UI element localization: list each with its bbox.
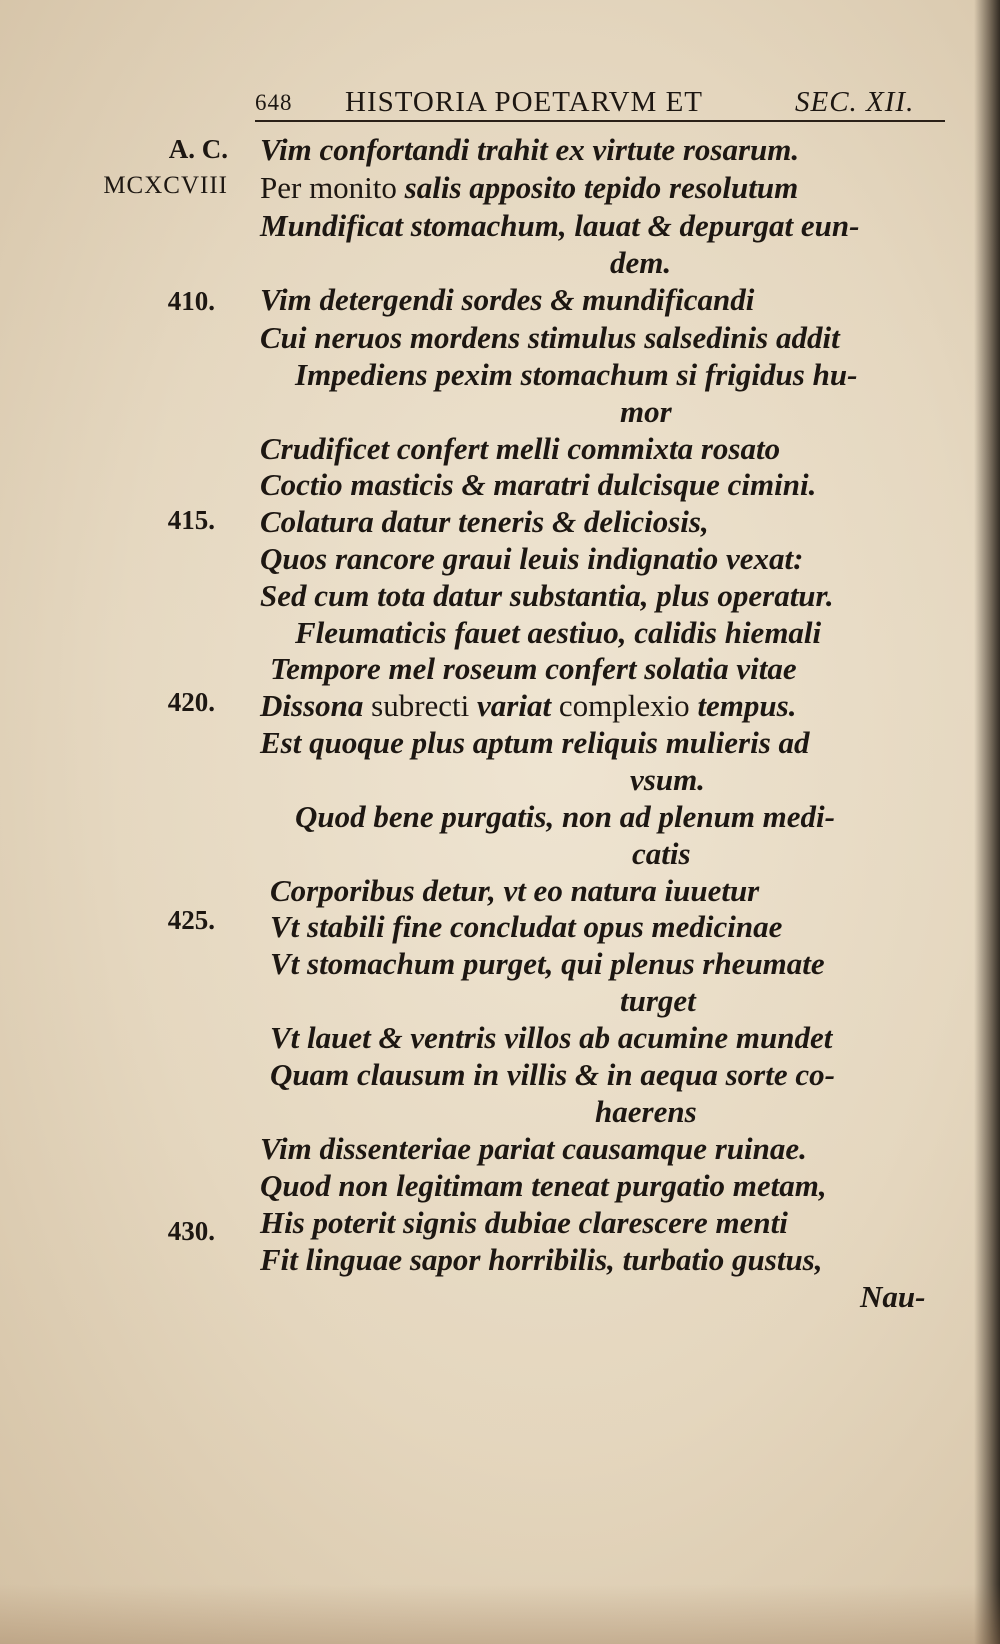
verse-line: Mundificat stomachum, lauat & depurgat eun- xyxy=(260,208,860,243)
verse-line: Sed cum tota datur substantia, plus operatur. xyxy=(260,578,834,613)
verse-line: Fit linguae sapor horribilis, turbatio gustus, xyxy=(260,1242,823,1277)
running-title: HISTORIA POETARVM ET xyxy=(345,86,704,118)
verse-continuation: haerens xyxy=(595,1094,697,1129)
verse-line: Quod non legitimam teneat purgatio metam, xyxy=(260,1168,827,1203)
section-label: SEC. XII. xyxy=(795,86,915,118)
margin-year: MCXCVIII xyxy=(103,172,228,199)
line-number-410: 410. xyxy=(167,286,215,316)
verse-line: Colatura datur teneris & deliciosis, xyxy=(260,504,709,539)
verse-line: Crudificet confert melli commixta rosato xyxy=(260,431,781,466)
verse-line: Quam clausum in villis & in aequa sorte co- xyxy=(270,1057,835,1092)
verse-text-roman: subrecti xyxy=(371,688,470,723)
verse-line: His poterit signis dubiae clarescere menti xyxy=(260,1205,788,1240)
line-number-425: 425. xyxy=(167,905,215,935)
verse-line: Corporibus detur, vt eo natura iuuetur xyxy=(270,873,760,908)
verse-line: Vim detergendi sordes & mundificandi xyxy=(260,282,755,317)
verse-text-roman: Per monito xyxy=(260,170,397,205)
verse-line: Quos rancore graui leuis indignatio vexat: xyxy=(260,541,804,576)
running-header xyxy=(255,86,955,122)
verse-text-italic: Dissona xyxy=(260,688,364,723)
verse-line: Vt lauet & ventris villos ab acumine mundet xyxy=(270,1020,833,1055)
verse-line: Quod bene purgatis, non ad plenum medi- xyxy=(295,799,835,834)
verse-text-italic: salis apposito tepido resolutum xyxy=(404,170,799,205)
header-rule xyxy=(255,120,945,122)
line-number-430: 430. xyxy=(167,1216,215,1246)
page-number: 648 xyxy=(255,90,293,115)
verse-line: Tempore mel roseum confert solatia vitae xyxy=(270,651,797,686)
verse-line: Vt stomachum purget, qui plenus rheumate xyxy=(270,946,825,981)
line-number-415: 415. xyxy=(167,505,215,535)
verse-line: Est quoque plus aptum reliquis mulieris ad xyxy=(260,725,810,760)
verse-continuation: dem. xyxy=(610,245,672,280)
verse-line: Fleumaticis fauet aestiuo, calidis hiemali xyxy=(295,615,822,650)
verse-line: Cui neruos mordens stimulus salsedinis addit xyxy=(260,320,840,355)
verse-continuation: mor xyxy=(620,394,672,429)
verse-continuation: vsum. xyxy=(630,762,705,797)
verse-line xyxy=(260,688,950,724)
verse-line: Vt stabili fine concludat opus medicinae xyxy=(270,909,783,944)
verse-line: Impediens pexim stomachum si frigidus hu- xyxy=(295,357,858,392)
verse-text-italic: variat xyxy=(477,688,552,723)
verse-continuation: turget xyxy=(620,983,696,1018)
page-bottom-edge xyxy=(0,1584,1000,1644)
margin-era: A. C. xyxy=(168,134,228,164)
line-number-420: 420. xyxy=(167,687,215,717)
verse-text-italic: tempus. xyxy=(697,688,797,723)
verse-continuation: catis xyxy=(632,836,691,871)
verse-line: Vim dissenteriae pariat causamque ruinae. xyxy=(260,1131,807,1166)
verse-line: Coctio masticis & maratri dulcisque cimini. xyxy=(260,467,817,502)
verse-line: Vim confortandi trahit ex virtute rosarum. xyxy=(260,132,800,167)
catchword: Nau- xyxy=(860,1279,926,1314)
verse-line xyxy=(260,170,950,206)
verse-text-roman: complexio xyxy=(558,688,690,723)
